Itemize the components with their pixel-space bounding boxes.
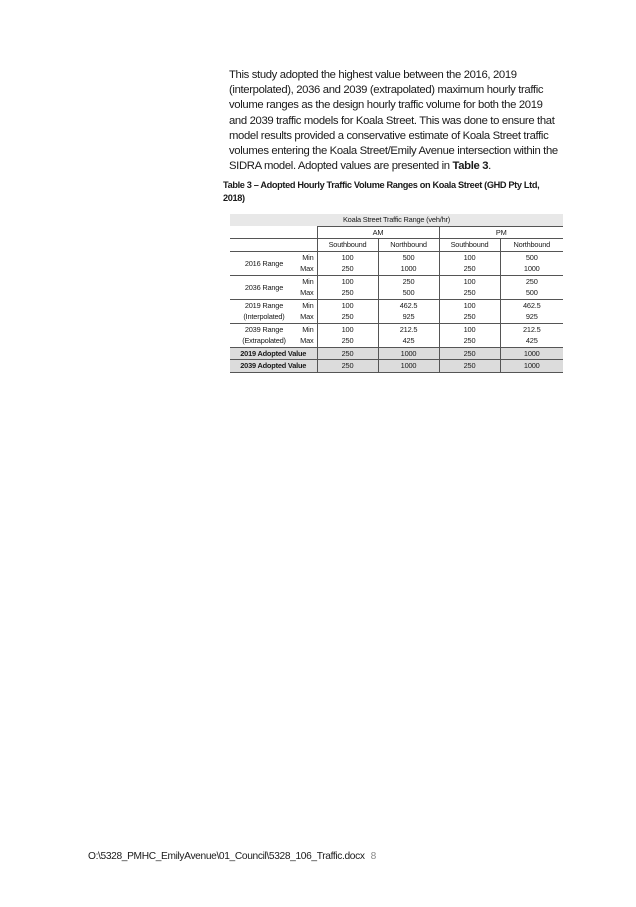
table-cell: 925	[378, 311, 439, 323]
body-paragraph	[229, 68, 559, 174]
table-cell: 500	[500, 251, 563, 263]
adopted-row	[230, 347, 563, 360]
table-caption: Table 3 – Adopted Hourly Traffic Volume Ranges on Koala Street (GHD Pty Ltd, 2018)	[223, 180, 540, 203]
table-cell: 250	[439, 287, 500, 299]
table-cell: 250	[439, 335, 500, 347]
range-label: 2036 Range	[230, 275, 298, 299]
range-sublabel: (Interpolated)	[230, 311, 298, 323]
table-cell: 425	[500, 335, 563, 347]
table-cell: 500	[378, 287, 439, 299]
table-row	[230, 251, 563, 263]
table-cell: 500	[378, 251, 439, 263]
table-cell: 100	[317, 275, 378, 287]
table-cell: 250	[378, 275, 439, 287]
direction-header: Southbound	[317, 239, 378, 252]
table-cell: 250	[317, 360, 378, 373]
max-label: Max	[298, 287, 317, 299]
adopted-row	[230, 360, 563, 373]
direction-header: Northbound	[378, 239, 439, 252]
table-row	[230, 275, 563, 287]
page-number: 8	[370, 851, 376, 862]
am-header: AM	[317, 226, 439, 239]
traffic-range-table	[230, 214, 563, 373]
table-cell: 250	[317, 335, 378, 347]
paragraph-text: This study adopted the highest value between the 2016, 2019 (interpolated), 2036 and 2039 (extrapolated) maximum hourly traffic volume ranges as the design hourly traffic volume for both the 2019 and 2039 traffic models for Koala Street. This was done to ensure that model results provided a conservative estimate of Koala Street traffic volumes entering the Koala Street/Emily Avenue intersection within the SIDRA model. Adopted values are presented in	[229, 69, 558, 173]
table-cell: 100	[317, 299, 378, 311]
table-cell: 500	[500, 287, 563, 299]
table-cell: 1000	[500, 263, 563, 275]
min-label: Min	[302, 300, 314, 310]
table-cell: 425	[378, 335, 439, 347]
table-cell: 462.5	[500, 299, 563, 311]
direction-header: Northbound	[500, 239, 563, 252]
direction-row	[230, 239, 563, 252]
paragraph-end: .	[488, 160, 491, 173]
period-row	[230, 226, 563, 239]
table-cell: 925	[500, 311, 563, 323]
table-cell: 250	[439, 347, 500, 360]
page-footer	[88, 851, 376, 862]
table-cell: 212.5	[500, 323, 563, 335]
table-cell: 100	[317, 323, 378, 335]
file-path: O:\5328_PMHC_EmilyAvenue\01_Council\5328_106_Traffic.docx	[88, 851, 365, 862]
table-cell: 250	[439, 360, 500, 373]
range-label: 2019 Range	[244, 300, 284, 310]
table-header: Koala Street Traffic Range (veh/hr)	[230, 214, 563, 226]
table-cell: 212.5	[378, 323, 439, 335]
adopted-label: 2019 Adopted Value	[230, 347, 317, 360]
range-sublabel: (Extrapolated)	[230, 335, 298, 347]
range-label: 2016 Range	[230, 251, 298, 275]
range-label: 2039 Range	[244, 324, 284, 334]
table-cell: 250	[439, 311, 500, 323]
table-cell: 1000	[378, 360, 439, 373]
table-row	[230, 323, 563, 335]
table-reference[interactable]: Table 3	[452, 160, 489, 173]
max-label: Max	[298, 263, 317, 275]
table-row	[230, 335, 563, 347]
table-cell: 100	[439, 251, 500, 263]
table-cell: 1000	[378, 347, 439, 360]
min-label: Min	[302, 276, 314, 286]
table-header-row	[230, 214, 563, 226]
table-cell: 250	[500, 275, 563, 287]
adopted-label: 2039 Adopted Value	[230, 360, 317, 373]
table-row	[230, 299, 563, 311]
direction-header: Southbound	[439, 239, 500, 252]
table-cell: 250	[439, 263, 500, 275]
table-cell: 250	[317, 287, 378, 299]
table-cell: 1000	[500, 347, 563, 360]
table-cell: 462.5	[378, 299, 439, 311]
min-label: Min	[302, 252, 314, 262]
table-cell: 250	[317, 311, 378, 323]
table-cell: 100	[439, 323, 500, 335]
table-cell: 100	[317, 251, 378, 263]
min-label: Min	[302, 324, 314, 334]
table-cell: 250	[317, 347, 378, 360]
table-cell: 100	[439, 275, 500, 287]
max-label: Max	[298, 311, 317, 323]
table-cell: 250	[317, 263, 378, 275]
max-label: Max	[298, 335, 317, 347]
pm-header: PM	[439, 226, 563, 239]
table-cell: 1000	[378, 263, 439, 275]
table-cell: 1000	[500, 360, 563, 373]
table-row	[230, 311, 563, 323]
table-cell: 100	[439, 299, 500, 311]
